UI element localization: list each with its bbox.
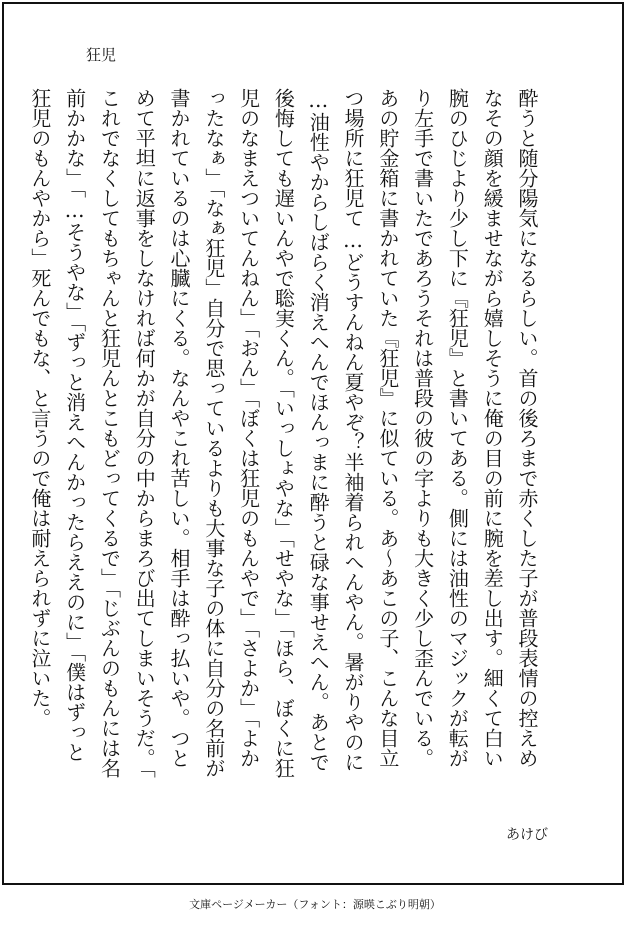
- body-text: 酔うと随分陽気になるらしい。首の後ろまで赤くした子が普段表情の控えめなその顔を緩ませながら嬉しそうに俺の目の前に腕を差し出す。細くて白い腕のひじより少し下に『狂児』と書いてある。側には油性のマジックが転がり左手で書いたであろうそれは普段の彼の字よりも大きく少し歪んでいる。あの貯金箱に書かれていた『狂児』に似ている。あ〜あこの子、こんな目立つ場所に狂児て…どうすんねん夏やぞ？半袖着られへんやん。暑がりやのに…油性やからしばらく消えへんでほんっまに酔うと碌な事せえへん。あとで後悔しても遅いんやで聡実くん。「いっしょやな」「せやな」「ほら、ぼくに狂児のなまえついてんねん」「おん」「ぼくは狂児のもんやで」「さよか」「よかったなぁ」「なぁ狂児」自分で思っているよりも大事な子の体に自分の名前が書かれているのは心臓にくる。なんやこれ苦しい。相手は酔っ払いや。つとめて平坦に返事をしなければ何かが自分の中からまろび出てしまいそうだ。「これでなくしてもちゃんと狂児んとこもどってくるで」「じぶんのもんには名前かかな」「…そうやな」「ずっと消えへんかったらええのに」「僕はずっと狂児のもんやから」死んでもな、と言うので俺は耐えられずに泣いた。: [27, 88, 539, 778]
- author-name: あけび: [506, 827, 548, 843]
- page-frame: [2, 2, 624, 885]
- footer-credit: 文庫ページメーカー（フォント：源暎こぶり明朝）: [189, 898, 441, 911]
- page-title: 狂児: [86, 46, 117, 64]
